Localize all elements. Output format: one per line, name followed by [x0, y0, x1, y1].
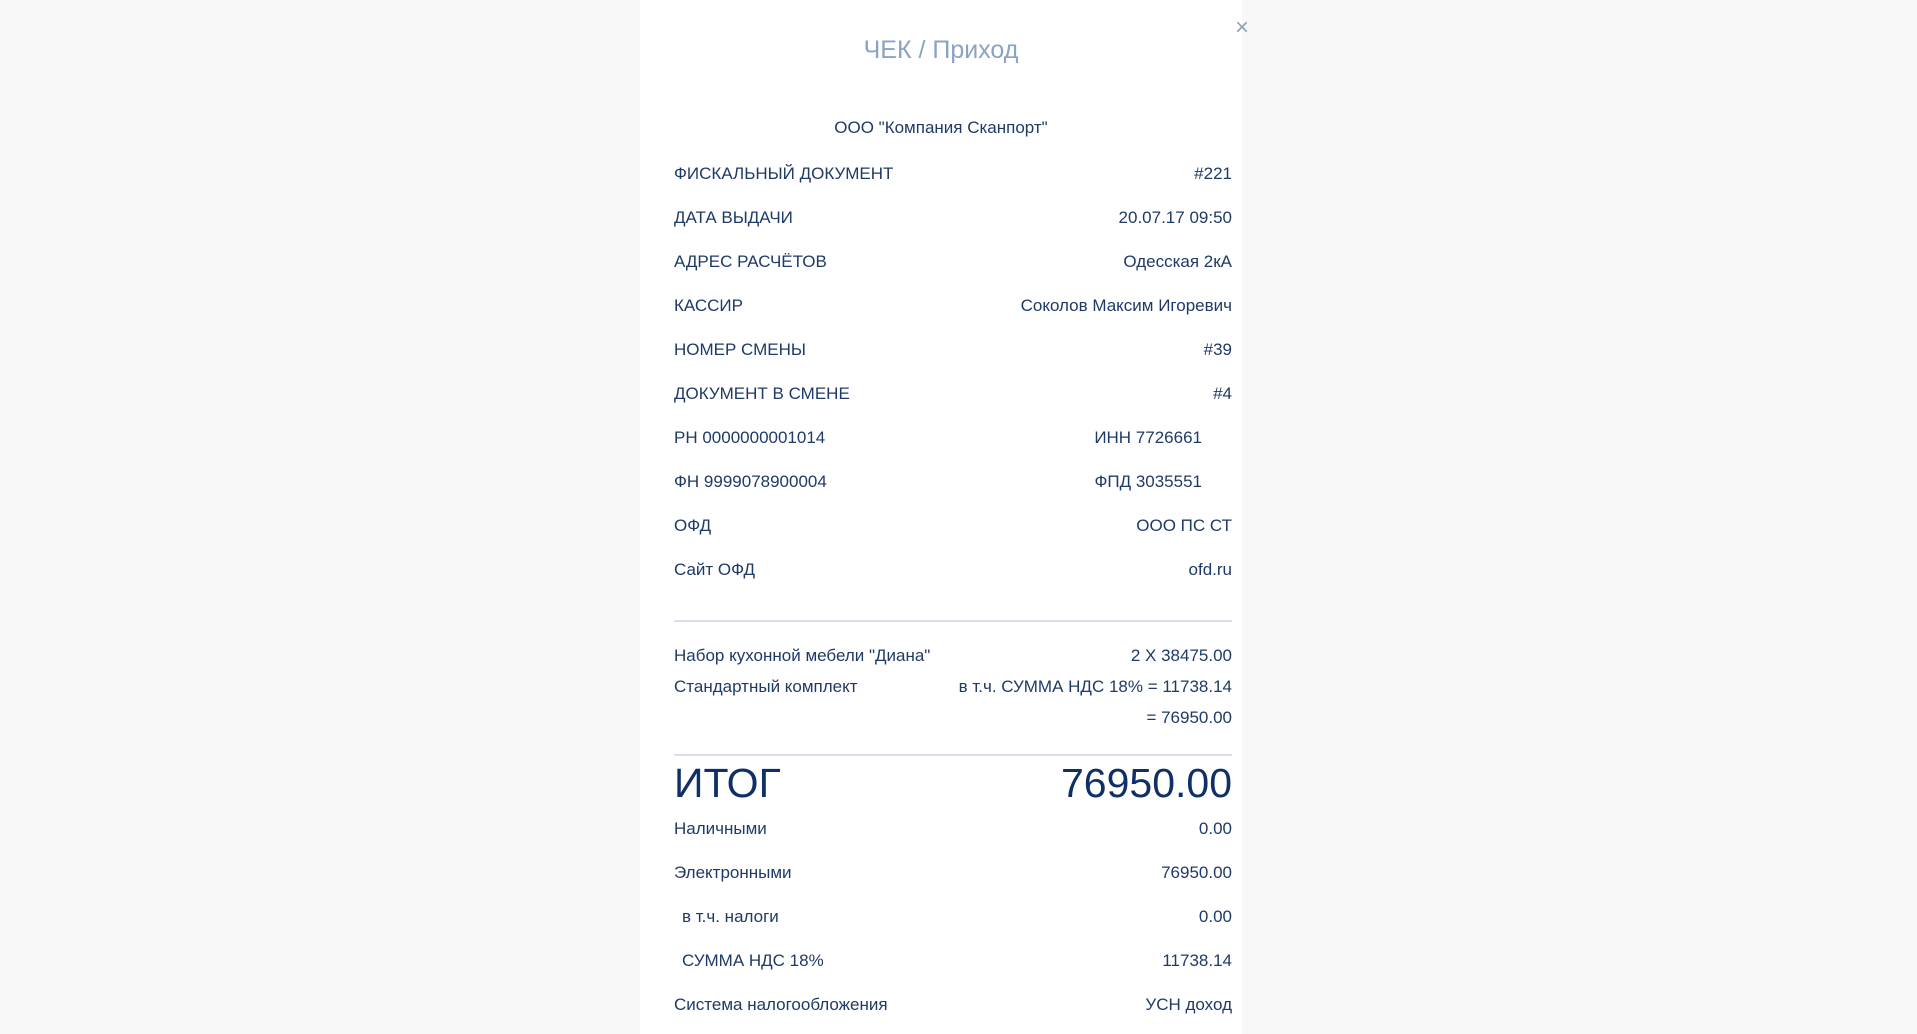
field-shift-number — [674, 340, 1232, 362]
field-value: ИНН 7726661 — [1094, 428, 1202, 447]
field-value: #4 — [1213, 384, 1232, 403]
item-vat: в т.ч. СУММА НДС 18% = 11738.14 — [958, 677, 1232, 696]
item-line-variant — [674, 677, 1232, 699]
field-fiscal-document — [674, 164, 1232, 186]
payment-label: СУММА НДС 18% — [682, 951, 824, 970]
receipt-panel — [640, 0, 1250, 1034]
item-qty-price: 2 X 38475.00 — [1130, 646, 1232, 665]
payment-value: 0.00 — [1198, 819, 1232, 838]
total-value: 76950.00 — [1060, 760, 1232, 806]
payment-label: Система налогообложения — [674, 995, 888, 1014]
field-value: ФПД 3035551 — [1094, 472, 1202, 491]
payment-label: Наличными — [674, 819, 767, 838]
item-name: Набор кухонной мебели "Диана" — [674, 646, 931, 665]
payment-label: Электронными — [674, 863, 792, 882]
field-label: РН 0000000001014 — [674, 428, 826, 447]
field-label: НОМЕР СМЕНЫ — [674, 340, 806, 359]
company-name: ООО "Компания Сканпорт" — [834, 118, 1048, 137]
field-label: КАССИР — [674, 296, 743, 315]
total-divider — [674, 754, 1232, 756]
field-cashier — [674, 296, 1232, 318]
field-value: #221 — [1194, 164, 1232, 183]
total-label: ИТОГ — [674, 760, 781, 806]
field-settlement-address — [674, 252, 1232, 274]
total-row — [674, 760, 1232, 812]
payment-electronic — [674, 863, 1232, 885]
close-icon[interactable]: × — [1235, 14, 1250, 41]
field-ofd-site — [674, 560, 1232, 582]
field-label: ДОКУМЕНТ В СМЕНЕ — [674, 384, 850, 403]
field-ofd — [674, 516, 1232, 538]
field-value: Одесская 2кА — [1123, 252, 1232, 271]
payment-value: 0.00 — [1198, 907, 1232, 926]
field-value: ООО ПС СТ — [1136, 516, 1232, 535]
item-line-sum — [674, 708, 1232, 730]
field-document-in-shift — [674, 384, 1232, 406]
field-label: ДАТА ВЫДАЧИ — [674, 208, 793, 227]
payment-taxes — [674, 907, 1232, 929]
field-fn-fpd — [674, 472, 1232, 494]
field-value: #39 — [1203, 340, 1232, 359]
payment-label: в т.ч. налоги — [682, 907, 779, 926]
receipt-title: ЧЕК / Приход — [863, 36, 1019, 64]
payment-value: УСН доход — [1145, 995, 1232, 1014]
field-issue-date — [674, 208, 1232, 230]
payment-value: 76950.00 — [1161, 863, 1232, 882]
payment-value: 11738.14 — [1162, 951, 1232, 970]
field-label: ФИСКАЛЬНЫЙ ДОКУМЕНТ — [674, 164, 894, 183]
field-label: ОФД — [674, 516, 712, 535]
section-divider — [674, 620, 1232, 622]
payment-vat — [674, 951, 1232, 973]
item-sum: = 76950.00 — [1146, 708, 1232, 727]
item-line-name — [674, 646, 1232, 668]
field-rn-inn — [674, 428, 1232, 450]
payment-cash — [674, 819, 1232, 841]
payment-tax-system — [674, 995, 1232, 1017]
field-value: 20.07.17 09:50 — [1118, 208, 1232, 227]
field-value: Соколов Максим Игоревич — [1020, 296, 1232, 315]
field-value: ofd.ru — [1188, 560, 1232, 579]
field-label: АДРЕС РАСЧЁТОВ — [674, 252, 827, 271]
field-label: Сайт ОФД — [674, 560, 756, 579]
item-variant: Стандартный комплект — [674, 677, 858, 696]
field-label: ФН 9999078900004 — [674, 472, 827, 491]
